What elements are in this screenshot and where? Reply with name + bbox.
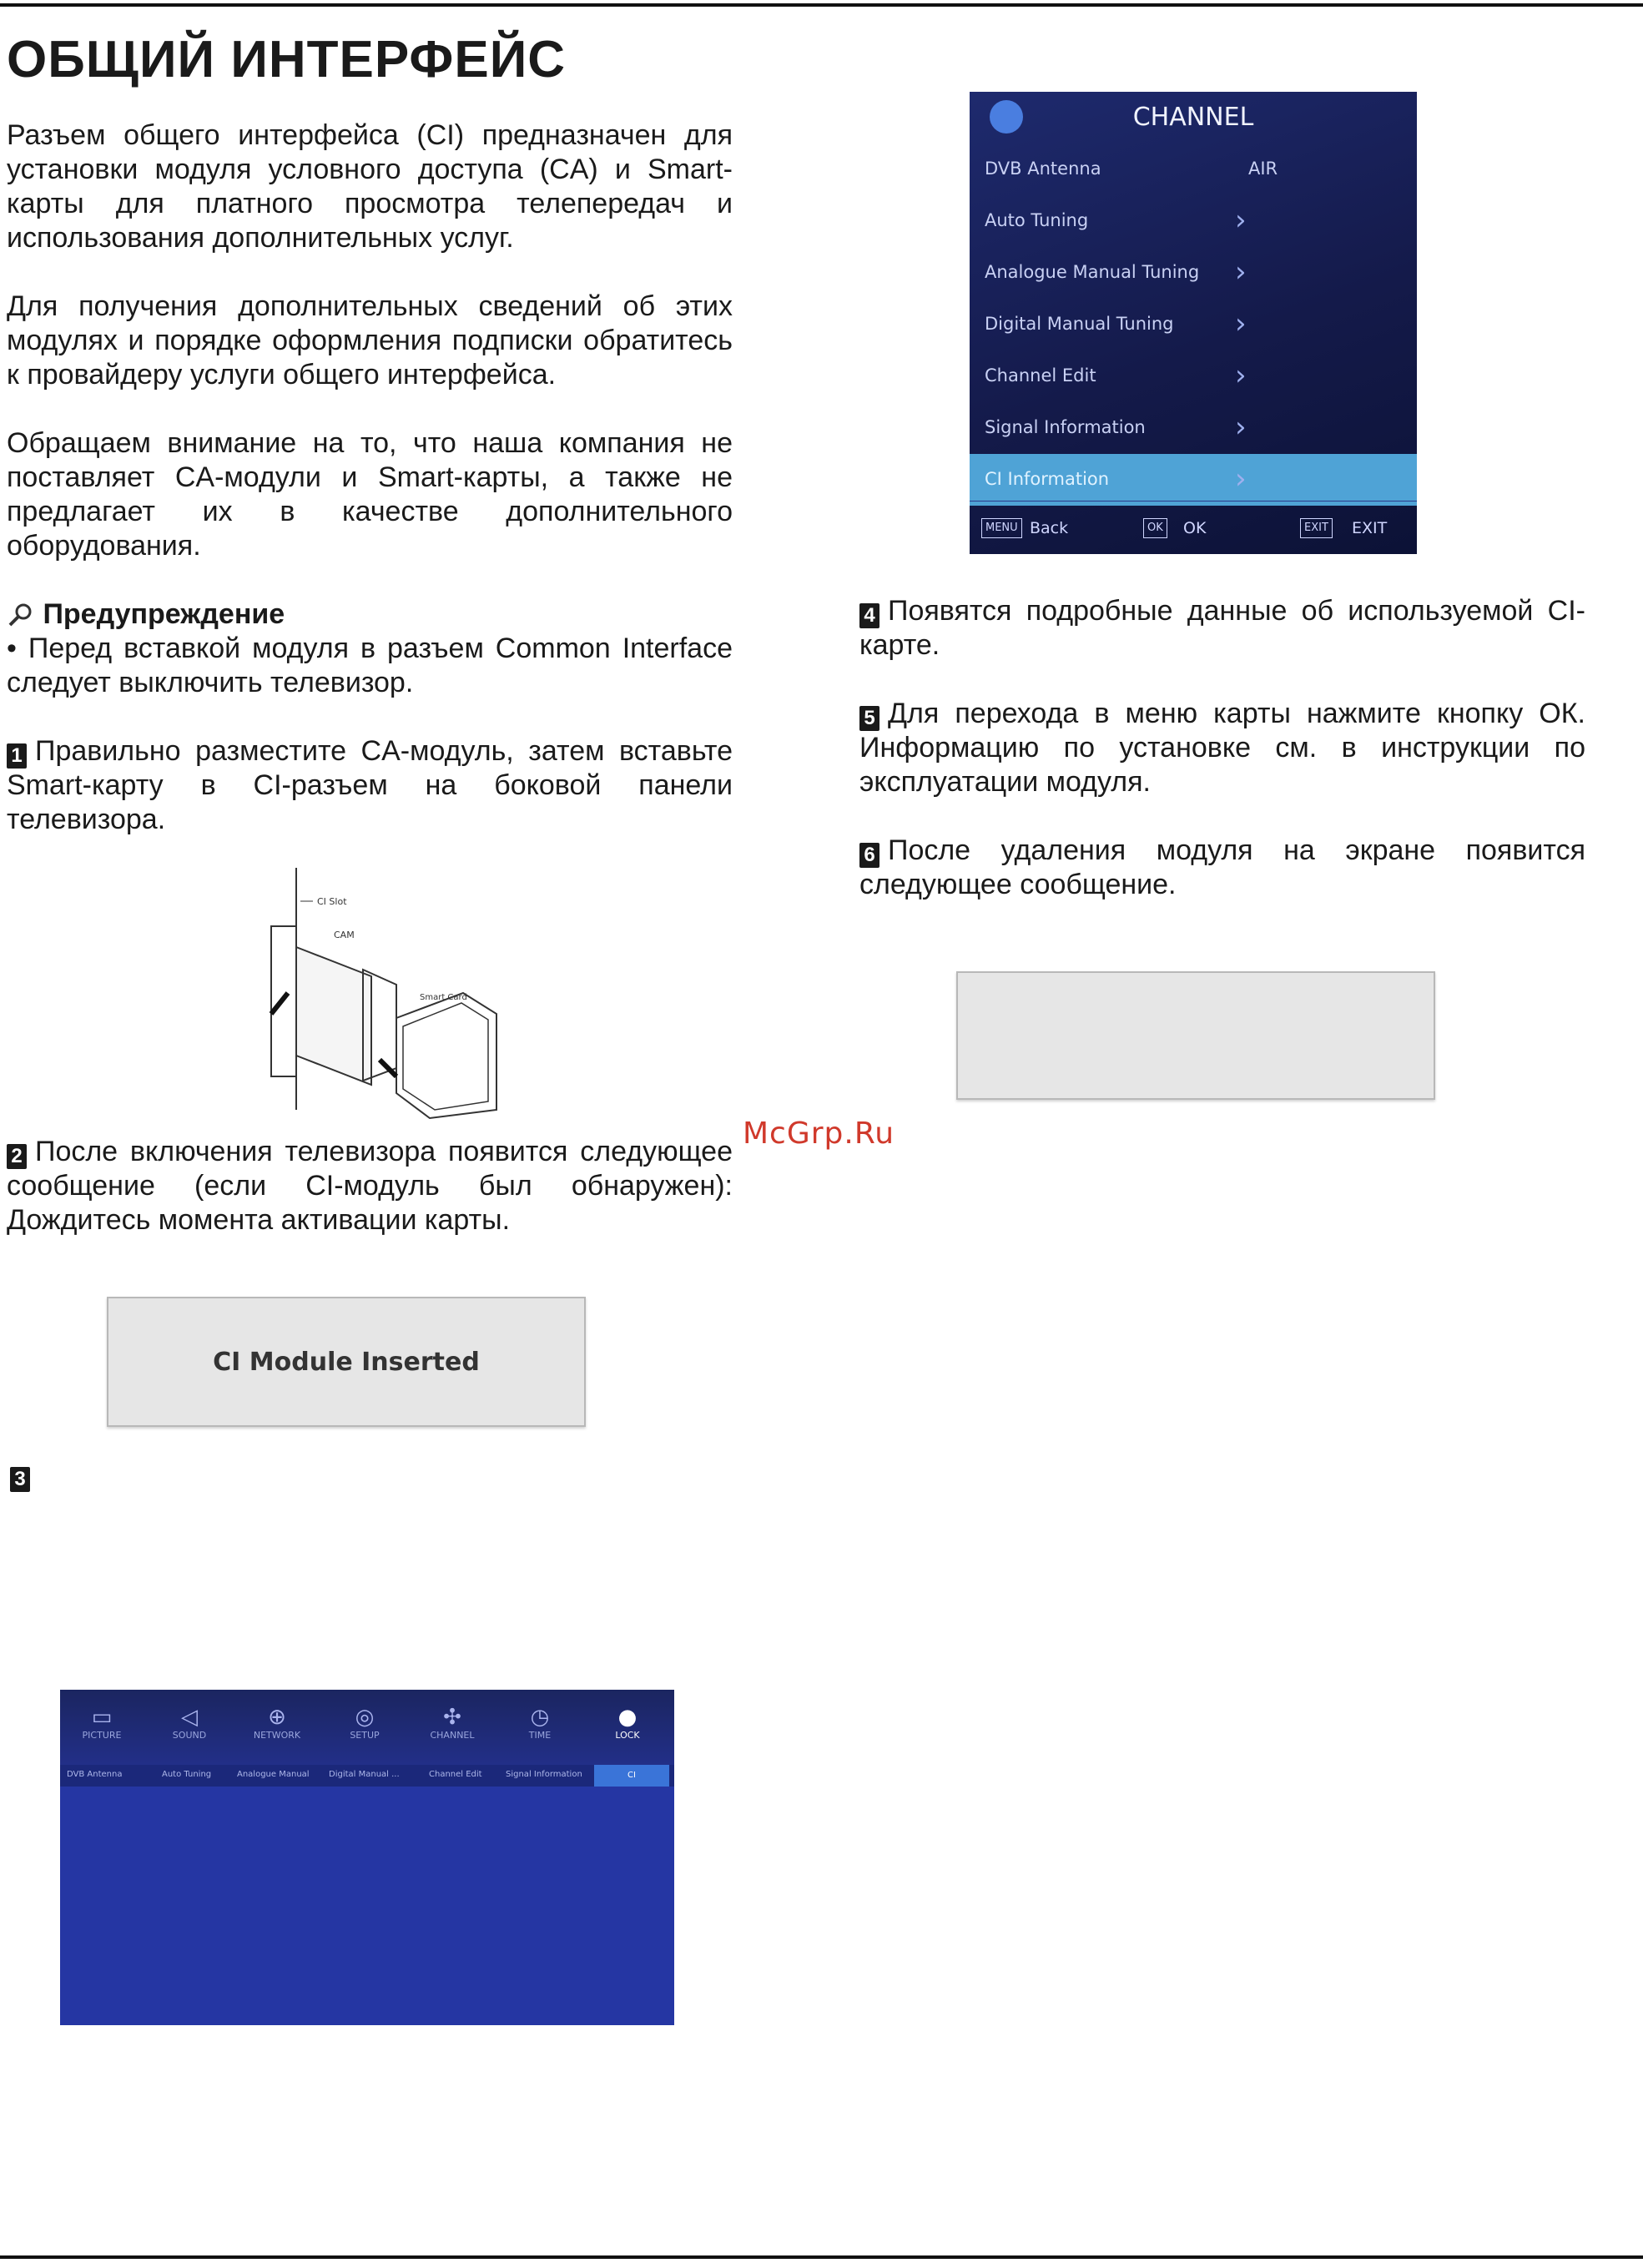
channel-row-value: AIR <box>1248 159 1278 179</box>
ok-key-icon: OK <box>1143 518 1167 538</box>
step-1-text: Правильно разместите CA-модуль, затем вставьте Smart-карту в CI-разъем на боковой панели телевизора. <box>7 735 733 835</box>
tab-picture-label: PICTURE <box>82 1730 122 1741</box>
step-4-text: Появятся подробные данные об используемой CI-карте. <box>859 595 1585 661</box>
warning-text: • Перед вставкой модуля в разъем Common Interface следует выключить телевизор. <box>7 633 733 698</box>
step-2 <box>7 1135 733 1237</box>
channel-row-label: DVB Antenna <box>985 159 1101 179</box>
step-1-number: 1 <box>7 743 27 769</box>
step-2-block <box>7 1135 733 1237</box>
step-6-text: После удаления модуля на экране появится следующее сообщение. <box>859 834 1585 900</box>
channel-row-channel-edit[interactable] <box>970 350 1417 402</box>
step-6 <box>859 834 1585 902</box>
step-3 <box>10 1467 38 1492</box>
ci-module-inserted-message: CI Module Inserted <box>107 1297 586 1427</box>
intro-paragraph-1: Разъем общего интерфейса (CI) предназначен для установки модуля условного доступа (CA) и Smart-карты для платного просмотра телепередач и использования дополнительных услуг. <box>7 119 733 254</box>
chevron-right-icon: › <box>1235 359 1247 392</box>
exit-key-icon: EXIT <box>1300 518 1333 538</box>
tab-network-label: NETWORK <box>253 1730 301 1741</box>
chevron-right-icon: › <box>1235 307 1247 340</box>
diagram-label-smart-card: Smart Card <box>420 993 467 1002</box>
channel-row-label: Analogue Manual Tuning <box>985 262 1200 282</box>
tab-sound-label: SOUND <box>172 1730 207 1741</box>
tab-setup[interactable] <box>323 1705 406 1741</box>
subitem-dvb-antenna[interactable]: DVB Antenna <box>67 1770 123 1779</box>
footer-exit-label: EXIT <box>1352 519 1388 537</box>
step-2-number: 2 <box>7 1144 27 1169</box>
footer-ok-label: OK <box>1183 519 1207 537</box>
tab-channel[interactable] <box>411 1705 494 1741</box>
channel-menu-footer <box>970 501 1417 554</box>
tab-channel-label: CHANNEL <box>430 1730 475 1741</box>
channel-row-dvb-antenna[interactable] <box>970 144 1417 195</box>
right-column <box>859 594 1585 902</box>
subitem-analogue-manual[interactable]: Analogue Manual <box>237 1770 310 1779</box>
main-menu-subitems <box>60 1765 674 1787</box>
tab-lock[interactable] <box>586 1705 669 1741</box>
tab-lock-label: LOCK <box>615 1730 640 1741</box>
channel-menu-title: CHANNEL <box>1132 103 1254 132</box>
step-5-text: Для перехода в меню карты нажмите кнопку ОК. Информацию по установке см. в инструкции по эксплуатации модуля. <box>859 698 1585 798</box>
network-icon: ⊕ <box>268 1705 286 1730</box>
chevron-right-icon: › <box>1235 462 1247 496</box>
tab-picture[interactable] <box>60 1705 144 1741</box>
bottom-rule <box>0 2255 1643 2259</box>
chevron-right-icon: › <box>1235 204 1247 237</box>
top-rule <box>0 3 1643 7</box>
channel-icon: ✣ <box>443 1705 461 1730</box>
step-6-number: 6 <box>859 843 879 868</box>
step-3-number: 3 <box>10 1467 30 1492</box>
step-4 <box>859 594 1585 663</box>
channel-row-ci-information[interactable] <box>970 454 1417 506</box>
intro-paragraph-3: Обращаем внимание на то, что наша компания не поставляет CA-модули и Smart-карты, а также не предлагает их в качестве дополнительного оборудования. <box>7 427 733 562</box>
channel-row-label: Signal Information <box>985 417 1146 437</box>
tab-setup-label: SETUP <box>350 1730 380 1741</box>
step-1 <box>7 734 733 837</box>
tab-time[interactable] <box>498 1705 582 1741</box>
channel-row-label: Digital Manual Tuning <box>985 314 1174 334</box>
tab-sound[interactable] <box>148 1705 231 1741</box>
lock-icon: ● <box>617 1705 638 1730</box>
tab-network[interactable] <box>235 1705 319 1741</box>
step-4-number: 4 <box>859 603 879 628</box>
page-title: ОБЩИЙ ИНТЕРФЕЙС <box>7 31 567 88</box>
channel-row-label: CI Information <box>985 469 1110 489</box>
diagram-label-cam: CAM <box>334 930 355 940</box>
channel-row-analogue-manual-tuning[interactable] <box>970 247 1417 299</box>
channel-row-auto-tuning[interactable] <box>970 195 1417 247</box>
step-5-number: 5 <box>859 706 879 731</box>
sound-icon: ◁ <box>181 1705 198 1730</box>
subitem-channel-edit[interactable]: Channel Edit <box>429 1770 482 1779</box>
footer-back-label: Back <box>1030 519 1069 537</box>
setup-icon: ◎ <box>355 1705 375 1730</box>
step-2-text: После включения телевизора появится следующее сообщение (если CI-модуль был обнаружен): Дождитесь момента активации карты. <box>7 1136 733 1236</box>
left-column <box>7 25 733 837</box>
channel-row-digital-manual-tuning[interactable] <box>970 299 1417 350</box>
menu-key-icon: MENU <box>981 518 1022 538</box>
magnifier-icon <box>7 602 35 627</box>
warning-heading <box>7 597 733 632</box>
diagram-label-ci-slot: CI Slot <box>317 896 347 907</box>
tab-time-label: TIME <box>528 1730 552 1741</box>
ci-module-removed-message <box>956 971 1435 1100</box>
picture-icon: ▭ <box>91 1705 113 1730</box>
subitem-ci[interactable]: CI <box>594 1765 669 1787</box>
subitem-digital-manual[interactable]: Digital Manual ... <box>329 1770 400 1779</box>
channel-row-label: Auto Tuning <box>985 210 1089 230</box>
chevron-right-icon: › <box>1235 255 1247 289</box>
main-menu-screenshot <box>60 1690 674 2025</box>
channel-row-signal-information[interactable] <box>970 402 1417 454</box>
channel-row-label: Channel Edit <box>985 365 1096 386</box>
watermark: McGrp.Ru <box>743 1116 895 1151</box>
main-menu-tabs <box>60 1690 674 1765</box>
time-icon: ◷ <box>530 1705 550 1730</box>
warning-title: Предупреждение <box>43 598 285 630</box>
chevron-right-icon: › <box>1235 411 1247 444</box>
intro-paragraph-2: Для получения дополнительных сведений об этих модулях и порядке оформления подписки обратитесь к провайдеру услуги общего интерфейса. <box>7 290 733 391</box>
ca-module-diagram <box>238 868 505 1126</box>
channel-menu-screenshot <box>970 92 1417 554</box>
subitem-auto-tuning[interactable]: Auto Tuning <box>162 1770 212 1779</box>
step-5 <box>859 697 1585 799</box>
subitem-signal-information[interactable]: Signal Information <box>506 1770 582 1779</box>
